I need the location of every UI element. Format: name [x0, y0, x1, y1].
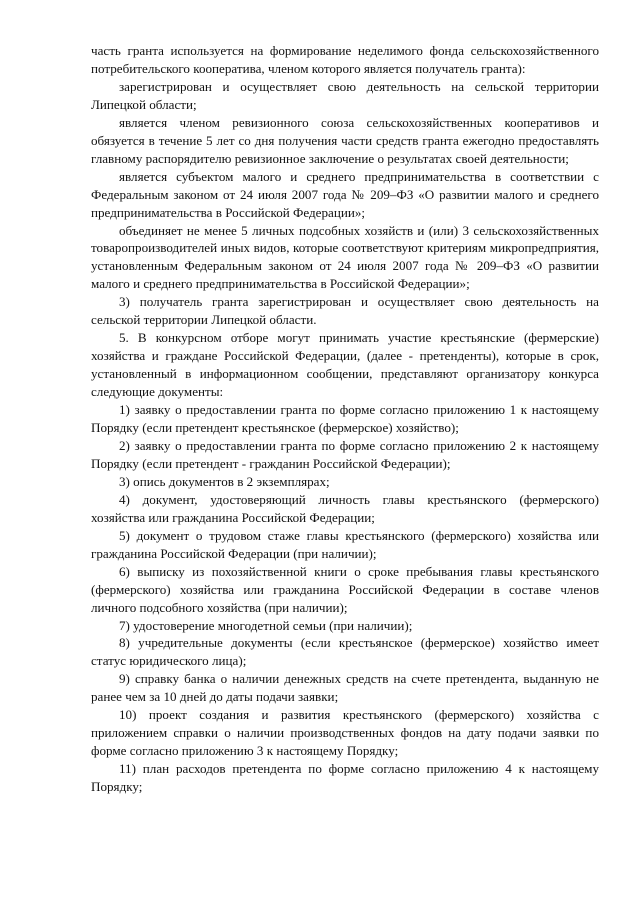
list-item-5: 5) документ о трудовом стаже главы крестьянского (фермерского) хозяйства или гражданина Российской Федерации (при наличии);: [91, 527, 599, 561]
paragraph-item-3-registered: 3) получатель гранта зарегистрирован и осуществляет свою деятельность на сельской территории Липецкой области.: [91, 294, 599, 328]
paragraph-registered-lipetsk: зарегистрирован и осуществляет свою деятельность на сельской территории Липецкой области;: [91, 78, 599, 112]
list-item-2: 2) заявку о предоставлении гранта по форме согласно приложению 2 к настоящему Порядку (если претендент - гражданин Российской Федерации);: [91, 437, 599, 471]
paragraph-grant-part-cooperative: часть гранта используется на формирование неделимого фонда сельскохозяйственного потребительского кооператива, членом которого является получатель гранта):: [91, 43, 599, 76]
document-page: [91, 42, 599, 796]
paragraph-section-5: 5. В конкурсном отборе могут принимать участие крестьянские (фермерские) хозяйства и граждане Российской Федерации, (далее - претенденты), которые в срок, установленный в информационном сообщении, представляют организатору конкурса следующие документы:: [91, 330, 599, 400]
list-item-7: 7) удостоверение многодетной семьи (при наличии);: [119, 617, 413, 633]
list-item-3: 3) опись документов в 2 экземплярах;: [119, 473, 330, 489]
paragraph-unites-households: объединяет не менее 5 личных подсобных хозяйств и (или) 3 сельскохозяйственных товаропроизводителей иных видов, которые соответствуют критериям микропредприятия, установленным Федеральным законом от 24 июля 2007 года № 209–ФЗ «О развитии малого и среднего предпринимательства в Российской Федерации»;: [91, 222, 599, 292]
list-item-11: 11) план расходов претендента по форме согласно приложению 4 к настоящему Порядку;: [91, 761, 599, 795]
list-item-9: 9) справку банка о наличии денежных средств на счете претендента, выданную не ранее чем за 10 дней до даты подачи заявки;: [91, 671, 599, 705]
list-item-10: 10) проект создания и развития крестьянского (фермерского) хозяйства с приложением справки о наличии производственных фондов на дату подачи заявки по форме согласно приложению 3 к настоящему Порядку;: [91, 707, 599, 759]
list-item-4: 4) документ, удостоверяющий личность главы крестьянского (фермерского) хозяйства или гражданина Российской Федерации;: [91, 491, 599, 525]
paragraph-small-business-subject: является субъектом малого и среднего предпринимательства в соответствии с Федеральным законом от 24 июля 2007 года № 209–ФЗ «О развитии малого и среднего предпринимательства в Российской Федерации»;: [91, 168, 599, 220]
list-item-1: 1) заявку о предоставлении гранта по форме согласно приложению 1 к настоящему Порядку (если претендент крестьянское (фермерское) хозяйство);: [91, 402, 599, 436]
list-item-6: 6) выписку из похозяйственной книги о сроке пребывания главы крестьянского (фермерского) хозяйства или гражданина Российской Федерации в составе членов личного подсобного хозяйства (при наличии);: [91, 563, 599, 615]
list-item-8: 8) учредительные документы (если крестьянское (фермерское) хозяйство имеет статус юридического лица);: [91, 635, 599, 669]
paragraph-audit-union-member: является членом ревизионного союза сельскохозяйственных кооперативов и обязуется в течение 5 лет со дня получения части средств гранта ежегодно предоставлять главному распорядителю ревизионное заключение о результатах своей деятельности;: [91, 114, 599, 166]
